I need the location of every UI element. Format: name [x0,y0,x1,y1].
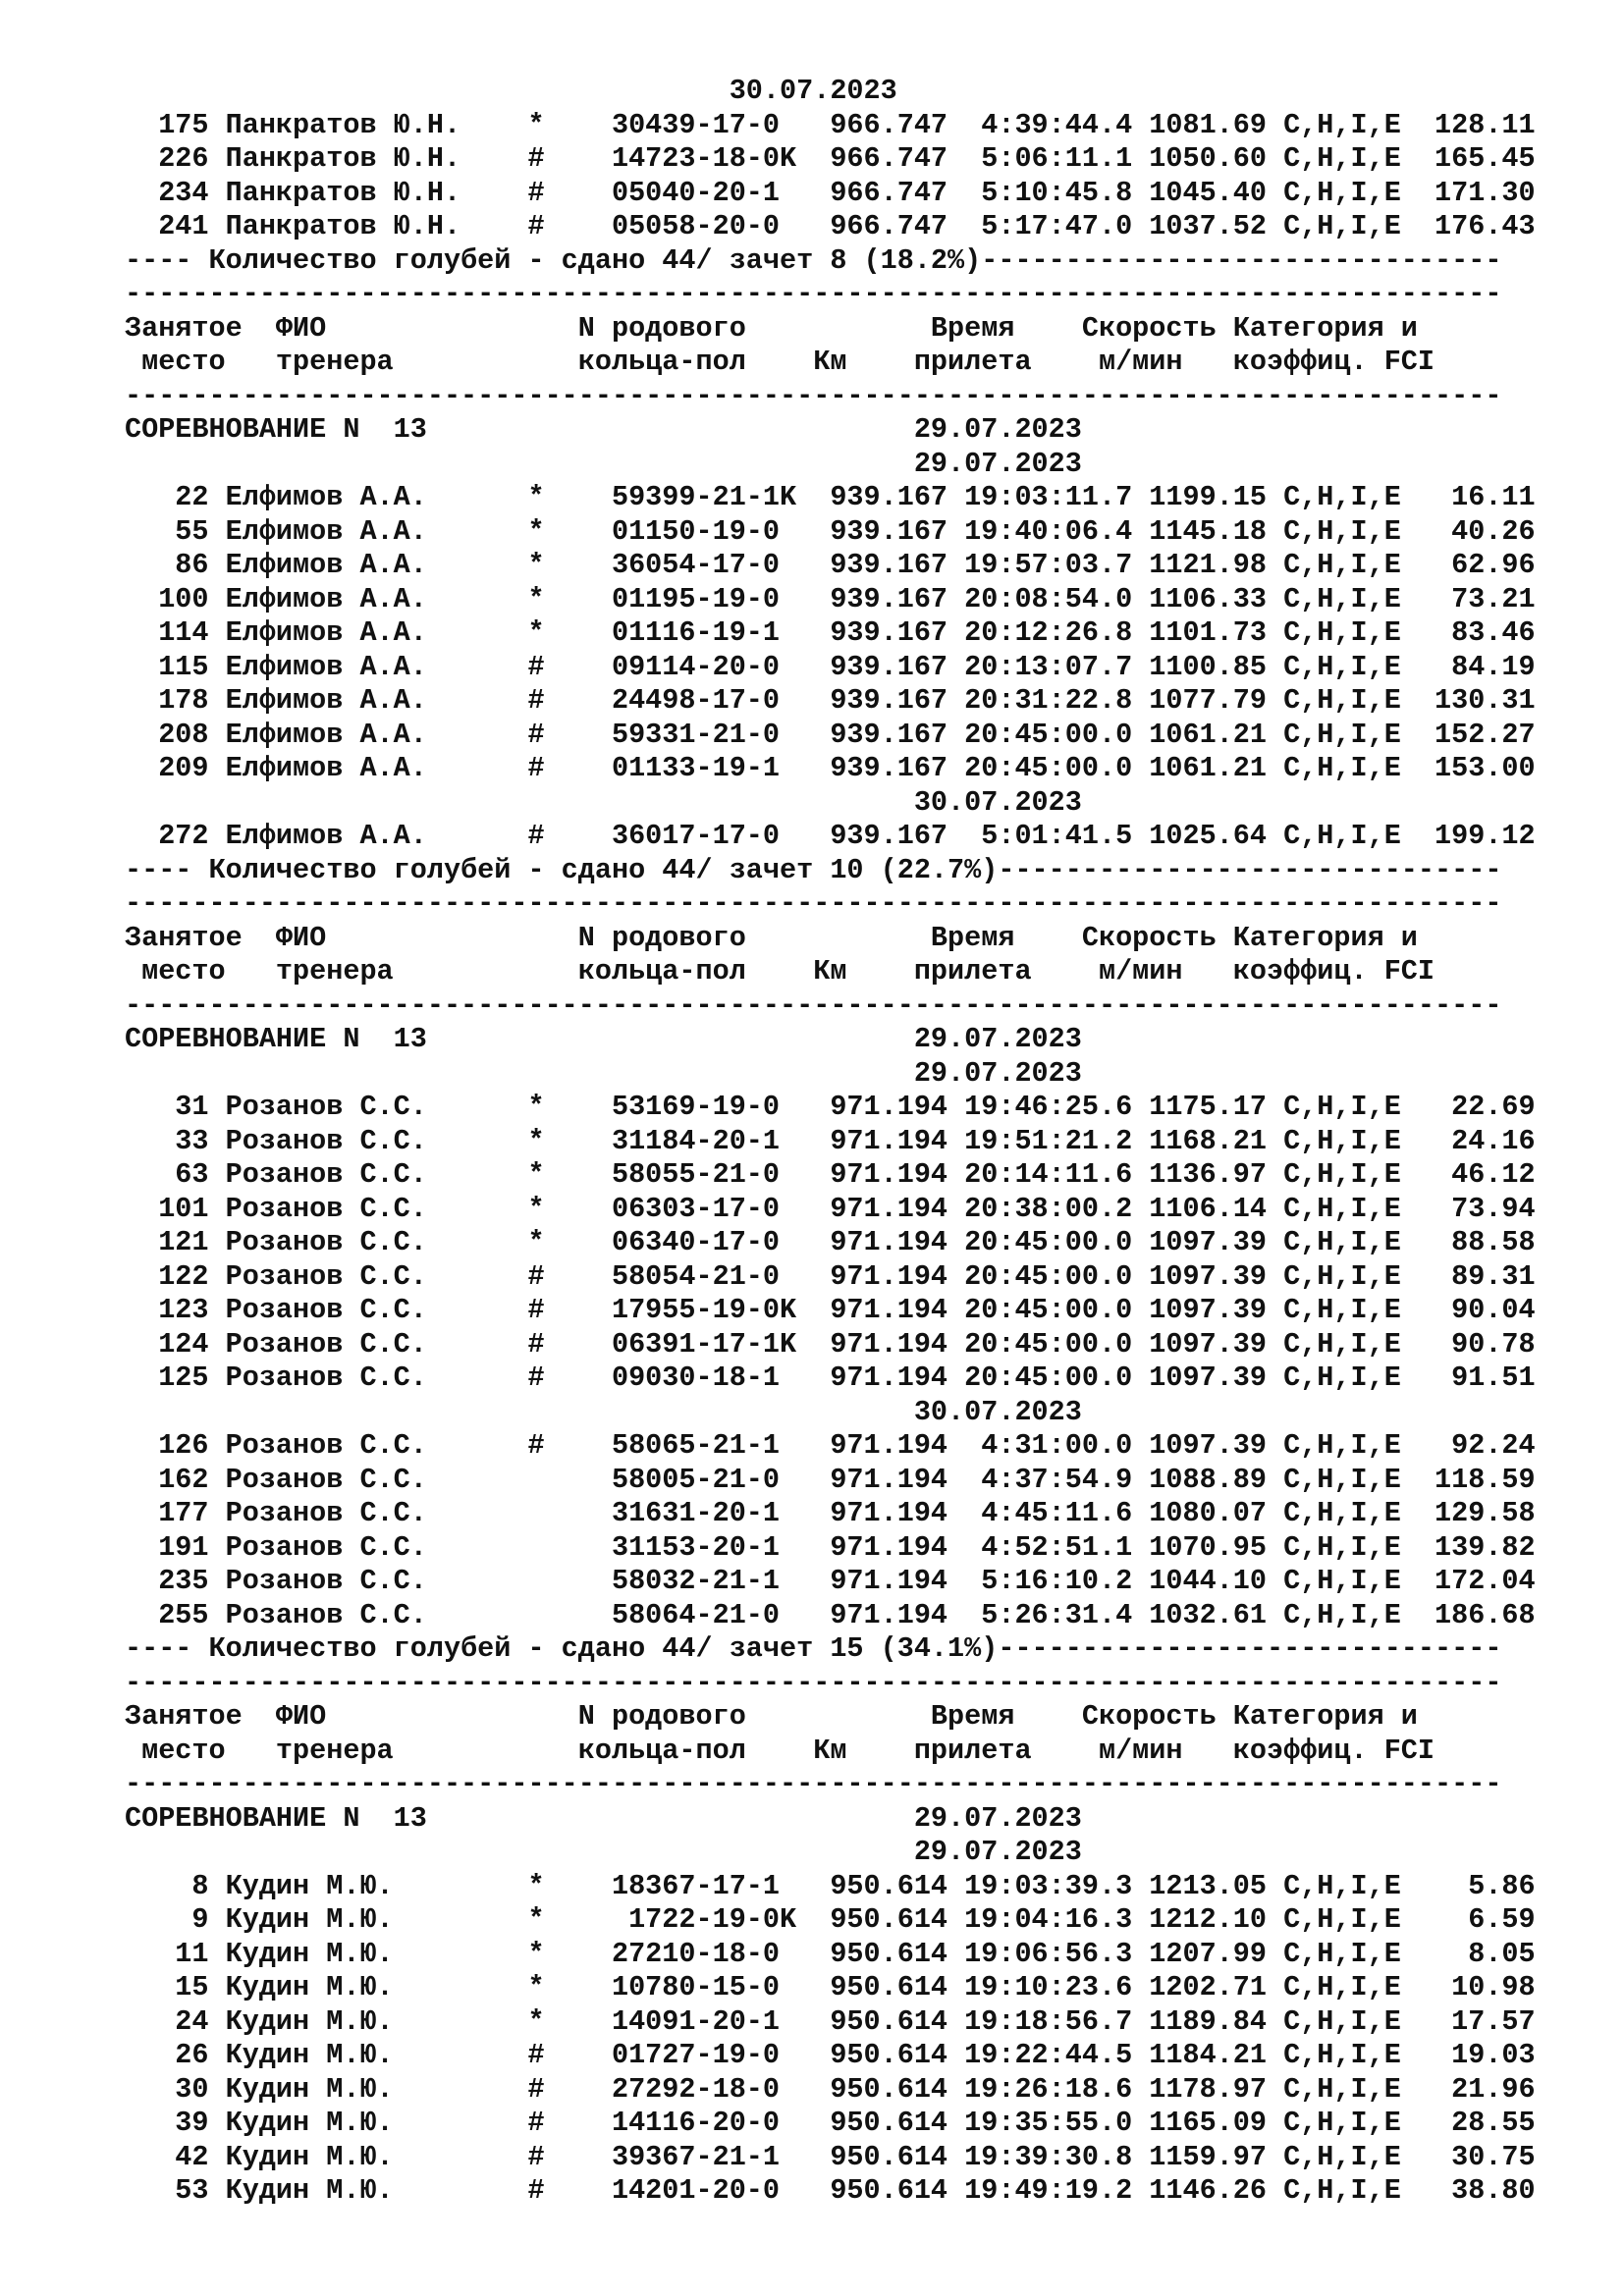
separator-line: ---------------------------------------------------------------------------------- [125,278,1502,310]
results-document [125,75,1597,2209]
record-row: 9 Кудин М.Ю. * 1722-19-0K 950.614 19:04:16.3 1212.10 C,H,I,E 6.59 [125,1903,1536,1936]
column-header: Занятое ФИО N родового Время Скорость Категория и [125,311,1418,345]
date-line: 30.07.2023 [125,785,1082,819]
column-header: Занятое ФИО N родового Время Скорость Категория и [125,921,1418,954]
competition-header: СОРЕВНОВАНИЕ N 13 29.07.2023 [125,1801,1082,1835]
record-row: 178 Елфимов А.А. # 24498-17-0 939.167 20:31:22.8 1077.79 C,H,I,E 130.31 [125,684,1536,717]
record-row: 122 Розанов С.С. # 58054-21-0 971.194 20:45:00.0 1097.39 C,H,I,E 89.31 [125,1259,1536,1293]
record-row: 100 Елфимов А.А. * 01195-19-0 939.167 20:08:54.0 1106.33 C,H,I,E 73.21 [125,582,1536,615]
record-row: 63 Розанов С.С. * 58055-21-0 971.194 20:14:11.6 1136.97 C,H,I,E 46.12 [125,1158,1536,1191]
date-line: 29.07.2023 [125,1056,1082,1090]
separator-line: ---------------------------------------------------------------------------------- [125,1666,1502,1699]
record-row: 226 Панкратов Ю.Н. # 14723-18-0K 966.747 5:06:11.1 1050.60 C,H,I,E 165.45 [125,142,1536,175]
record-row: 101 Розанов С.С. * 06303-17-0 971.194 20:38:00.2 1106.14 C,H,I,E 73.94 [125,1192,1536,1225]
column-header: Занятое ФИО N родового Время Скорость Категория и [125,1700,1418,1733]
record-row: 86 Елфимов А.А. * 36054-17-0 939.167 19:57:03.7 1121.98 C,H,I,E 62.96 [125,549,1536,581]
record-row: 124 Розанов С.С. # 06391-17-1K 971.194 20:45:00.0 1097.39 C,H,I,E 90.78 [125,1327,1536,1361]
summary-line: ---- Количество голубей - сдано 44/ зачет 8 (18.2%)------------------------------- [125,243,1502,277]
record-row: 26 Кудин М.Ю. # 01727-19-0 950.614 19:22:44.5 1184.21 C,H,I,E 19.03 [125,2039,1536,2071]
record-row: 15 Кудин М.Ю. * 10780-15-0 950.614 19:10:23.6 1202.71 C,H,I,E 10.98 [125,1971,1536,2003]
record-row: 42 Кудин М.Ю. # 39367-21-1 950.614 19:39:30.8 1159.97 C,H,I,E 30.75 [125,2140,1536,2173]
record-row: 126 Розанов С.С. # 58065-21-1 971.194 4:31:00.0 1097.39 C,H,I,E 92.24 [125,1429,1536,1462]
record-row: 53 Кудин М.Ю. # 14201-20-0 950.614 19:49:19.2 1146.26 C,H,I,E 38.80 [125,2174,1536,2207]
record-row: 209 Елфимов А.А. # 01133-19-1 939.167 20:45:00.0 1061.21 C,H,I,E 153.00 [125,752,1536,784]
record-row: 115 Елфимов А.А. # 09114-20-0 939.167 20:13:07.7 1100.85 C,H,I,E 84.19 [125,650,1536,683]
record-row: 235 Розанов С.С. 58032-21-1 971.194 5:16:10.2 1044.10 C,H,I,E 172.04 [125,1565,1536,1597]
record-row: 125 Розанов С.С. # 09030-18-1 971.194 20:45:00.0 1097.39 C,H,I,E 91.51 [125,1362,1536,1394]
record-row: 177 Розанов С.С. 31631-20-1 971.194 4:45:11.6 1080.07 C,H,I,E 129.58 [125,1497,1536,1529]
separator-line: ---------------------------------------------------------------------------------- [125,1768,1502,1800]
record-row: 55 Елфимов А.А. * 01150-19-0 939.167 19:40:06.4 1145.18 C,H,I,E 40.26 [125,514,1536,548]
separator-line: ---------------------------------------------------------------------------------- [125,379,1502,412]
column-header: место тренера кольца-пол Км прилета м/мин коэффиц. FCI [125,1734,1435,1767]
record-row: 272 Елфимов А.А. # 36017-17-0 939.167 5:01:41.5 1025.64 C,H,I,E 199.12 [125,820,1536,852]
record-row: 30 Кудин М.Ю. # 27292-18-0 950.614 19:26:18.6 1178.97 C,H,I,E 21.96 [125,2072,1536,2106]
record-row: 175 Панкратов Ю.Н. * 30439-17-0 966.747 4:39:44.4 1081.69 C,H,I,E 128.11 [125,108,1536,141]
record-row: 241 Панкратов Ю.Н. # 05058-20-0 966.747 5:17:47.0 1037.52 C,H,I,E 176.43 [125,210,1536,242]
record-row: 31 Розанов С.С. * 53169-19-0 971.194 19:46:25.6 1175.17 C,H,I,E 22.69 [125,1091,1536,1123]
summary-line: ---- Количество голубей - сдано 44/ зачет 10 (22.7%)------------------------------ [125,853,1502,886]
record-row: 162 Розанов С.С. 58005-21-0 971.194 4:37:54.9 1088.89 C,H,I,E 118.59 [125,1463,1536,1496]
record-row: 8 Кудин М.Ю. * 18367-17-1 950.614 19:03:39.3 1213.05 C,H,I,E 5.86 [125,1869,1536,1902]
date-line: 30.07.2023 [125,75,897,107]
date-line: 30.07.2023 [125,1395,1082,1428]
record-row: 39 Кудин М.Ю. # 14116-20-0 950.614 19:35:55.0 1165.09 C,H,I,E 28.55 [125,2107,1536,2139]
record-row: 11 Кудин М.Ю. * 27210-18-0 950.614 19:06:56.3 1207.99 C,H,I,E 8.05 [125,1937,1536,1970]
record-row: 33 Розанов С.С. * 31184-20-1 971.194 19:51:21.2 1168.21 C,H,I,E 24.16 [125,1124,1536,1157]
record-row: 255 Розанов С.С. 58064-21-0 971.194 5:26:31.4 1032.61 C,H,I,E 186.68 [125,1598,1536,1631]
record-row: 208 Елфимов А.А. # 59331-21-0 939.167 20:45:00.0 1061.21 C,H,I,E 152.27 [125,718,1536,751]
column-header: место тренера кольца-пол Км прилета м/мин коэффиц. FCI [125,346,1435,378]
record-row: 123 Розанов С.С. # 17955-19-0K 971.194 20:45:00.0 1097.39 C,H,I,E 90.04 [125,1294,1536,1326]
record-row: 121 Розанов С.С. * 06340-17-0 971.194 20:45:00.0 1097.39 C,H,I,E 88.58 [125,1226,1536,1258]
date-line: 29.07.2023 [125,1836,1082,1868]
separator-line: ---------------------------------------------------------------------------------- [125,887,1502,920]
competition-header: СОРЕВНОВАНИЕ N 13 29.07.2023 [125,1023,1082,1055]
summary-line: ---- Количество голубей - сдано 44/ зачет 15 (34.1%)------------------------------ [125,1632,1502,1665]
record-row: 114 Елфимов А.А. * 01116-19-1 939.167 20:12:26.8 1101.73 C,H,I,E 83.46 [125,616,1536,649]
competition-header: СОРЕВНОВАНИЕ N 13 29.07.2023 [125,413,1082,446]
record-row: 234 Панкратов Ю.Н. # 05040-20-1 966.747 5:10:45.8 1045.40 C,H,I,E 171.30 [125,176,1536,209]
column-header: место тренера кольца-пол Км прилета м/мин коэффиц. FCI [125,955,1435,988]
separator-line: ---------------------------------------------------------------------------------- [125,988,1502,1022]
record-row: 191 Розанов С.С. 31153-20-1 971.194 4:52:51.1 1070.95 C,H,I,E 139.82 [125,1530,1536,1564]
record-row: 22 Елфимов А.А. * 59399-21-1K 939.167 19:03:11.7 1199.15 C,H,I,E 16.11 [125,481,1536,513]
date-line: 29.07.2023 [125,447,1082,480]
record-row: 24 Кудин М.Ю. * 14091-20-1 950.614 19:18:56.7 1189.84 C,H,I,E 17.57 [125,2004,1536,2038]
